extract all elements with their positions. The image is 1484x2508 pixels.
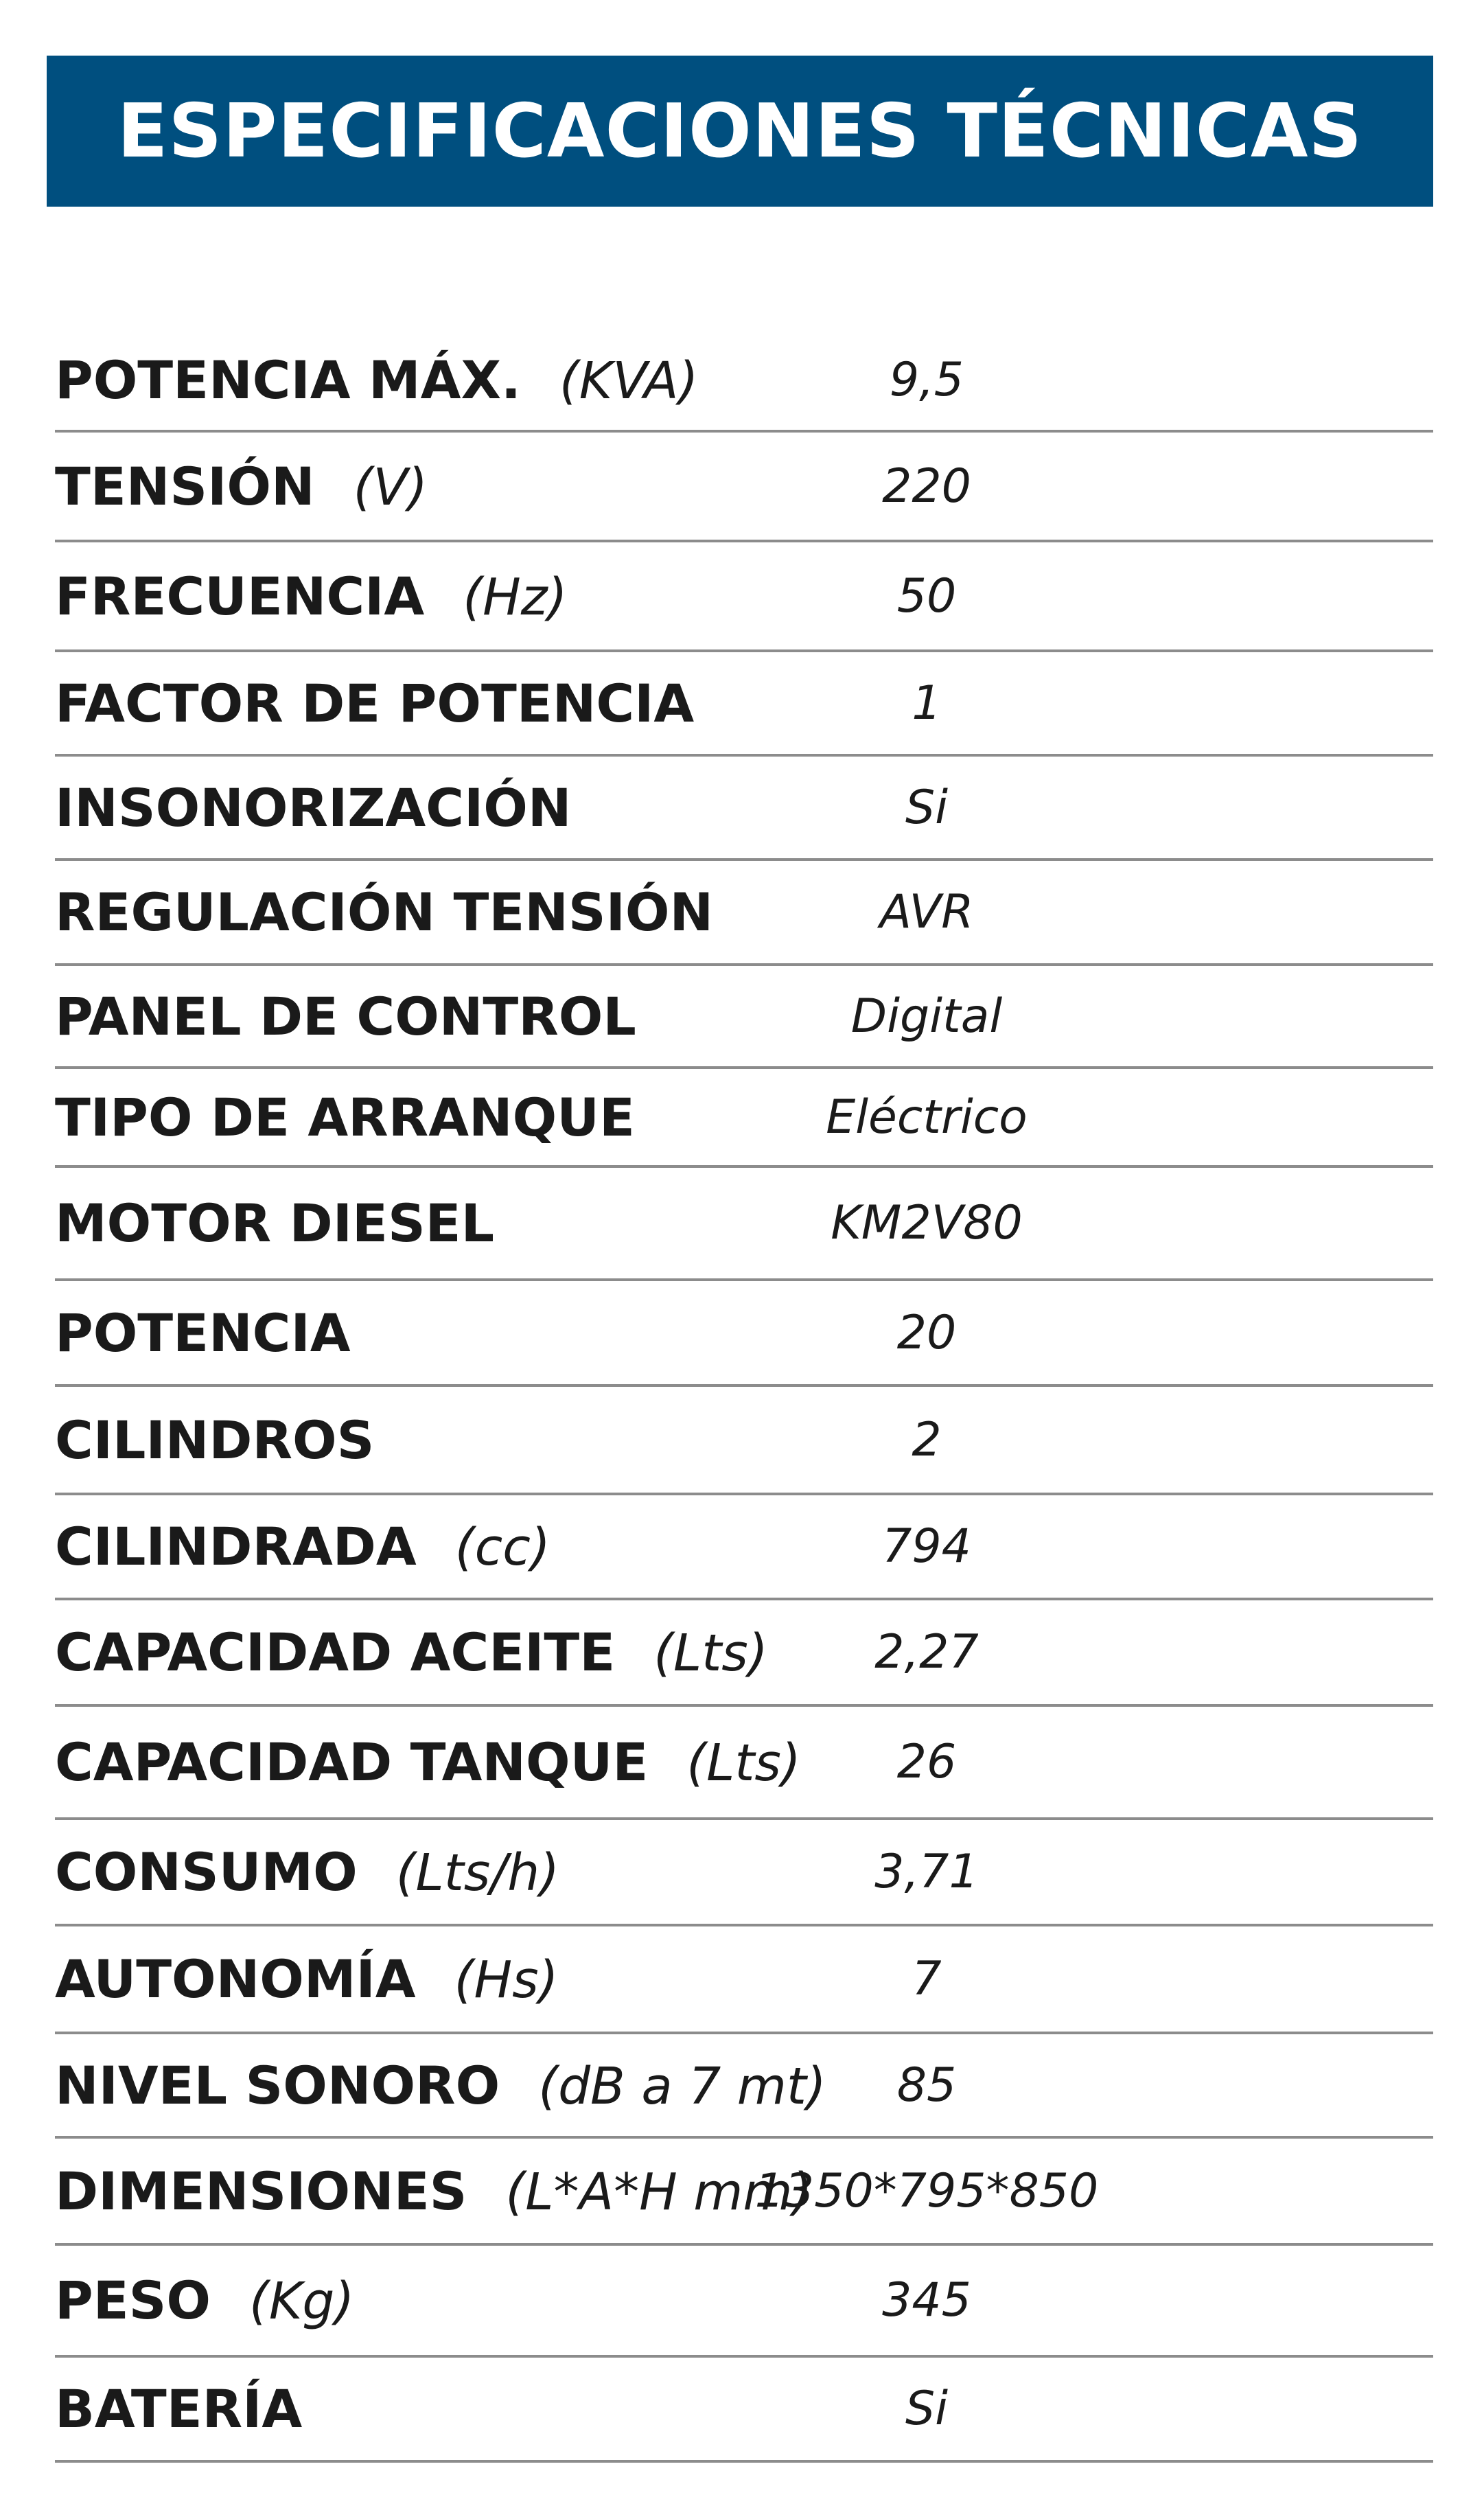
spec-value: Si — [905, 780, 949, 835]
spec-value: 345 — [882, 2273, 971, 2327]
spec-row — [55, 1495, 1433, 1600]
spec-label: CAPACIDAD TANQUE — [55, 1732, 649, 1793]
spec-unit: (Kg) — [248, 2272, 355, 2331]
spec-value: Digital — [850, 989, 1003, 1044]
spec-unit: (Lts) — [653, 1624, 768, 1683]
spec-label: MOTOR DIESEL — [55, 1193, 495, 1254]
spec-label: CILINDRADA — [55, 1516, 417, 1577]
spec-row — [55, 861, 1433, 966]
spec-row — [55, 1820, 1433, 1926]
spec-value: 50 — [896, 568, 957, 623]
spec-value: 20 — [896, 1305, 957, 1360]
spec-label: BATERÍA — [55, 2378, 303, 2439]
spec-label: CONSUMO — [55, 1841, 358, 1902]
spec-unit: (Lts/h) — [395, 1843, 560, 1902]
spec-unit: (V) — [353, 457, 428, 517]
spec-row — [55, 652, 1433, 757]
spec-value: 85 — [896, 2058, 957, 2113]
spec-row — [55, 433, 1433, 542]
spec-label: PESO — [55, 2270, 211, 2331]
spec-value: Si — [905, 2382, 949, 2436]
spec-value: AVR — [879, 885, 974, 939]
spec-label: POTENCIA — [55, 1302, 351, 1364]
spec-value: 794 — [882, 1519, 971, 1574]
spec-label: NIVEL SONORO — [55, 2054, 500, 2116]
spec-unit: (Lts) — [686, 1734, 801, 1793]
spec-value: 26 — [896, 1735, 957, 1789]
header-banner — [47, 56, 1433, 207]
spec-value: Eléctrico — [826, 1090, 1028, 1144]
spec-row — [55, 2139, 1433, 2246]
spec-label: PANEL DE CONTROL — [55, 985, 636, 1047]
spec-label: CAPACIDAD ACEITE — [55, 1622, 616, 1683]
spec-row — [55, 1387, 1433, 1495]
spec-value: 7 — [912, 1952, 942, 2006]
spec-value: 1350*795*850 — [754, 2163, 1099, 2218]
spec-value: 9,5 — [889, 352, 964, 407]
spec-label: FRECUENCIA — [55, 565, 425, 627]
spec-row — [55, 1168, 1433, 1281]
spec-value: 220 — [882, 459, 971, 514]
spec-unit: (KVA) — [559, 351, 699, 411]
spec-label: FACTOR DE POTENCIA — [55, 672, 695, 734]
spec-value: 3,71 — [874, 1845, 979, 1899]
spec-value: 2 — [912, 1412, 942, 1467]
spec-label: INSONORIZACIÓN — [55, 776, 572, 838]
spec-row — [55, 1926, 1433, 2034]
spec-value: 1 — [912, 676, 942, 730]
spec-row — [55, 966, 1433, 1069]
spec-label: POTENCIA MÁX. — [55, 349, 521, 411]
spec-row — [55, 542, 1433, 652]
spec-unit: (dB a 7 mt) — [538, 2056, 826, 2116]
spec-row — [55, 1281, 1433, 1387]
page-title: ESPECIFICACIONES TÉCNICAS — [117, 88, 1363, 174]
spec-row — [55, 1707, 1433, 1820]
spec-label: REGULACIÓN TENSIÓN — [55, 882, 714, 943]
spec-unit: (cc) — [454, 1518, 550, 1577]
spec-row — [55, 2034, 1433, 2139]
spec-label: AUTONOMÍA — [55, 1948, 416, 2010]
spec-label: CILINDROS — [55, 1409, 375, 1471]
spec-unit: (Hz) — [463, 567, 568, 627]
spec-value: 2,27 — [874, 1625, 979, 1679]
spec-unit: (Hs) — [454, 1951, 559, 2010]
spec-label: TENSIÓN — [55, 455, 315, 517]
spec-row — [55, 1069, 1433, 1168]
spec-row — [55, 757, 1433, 861]
spec-value: KM2V80 — [831, 1196, 1023, 1250]
spec-row — [55, 1600, 1433, 1707]
spec-row — [55, 2358, 1433, 2463]
spec-label: TIPO DE ARRANQUE — [55, 1086, 635, 1148]
spec-unit: (L*A*H mm) — [505, 2162, 813, 2222]
spec-label: DIMENSIONES — [55, 2160, 467, 2222]
spec-row — [55, 330, 1433, 433]
spec-row — [55, 2246, 1433, 2358]
